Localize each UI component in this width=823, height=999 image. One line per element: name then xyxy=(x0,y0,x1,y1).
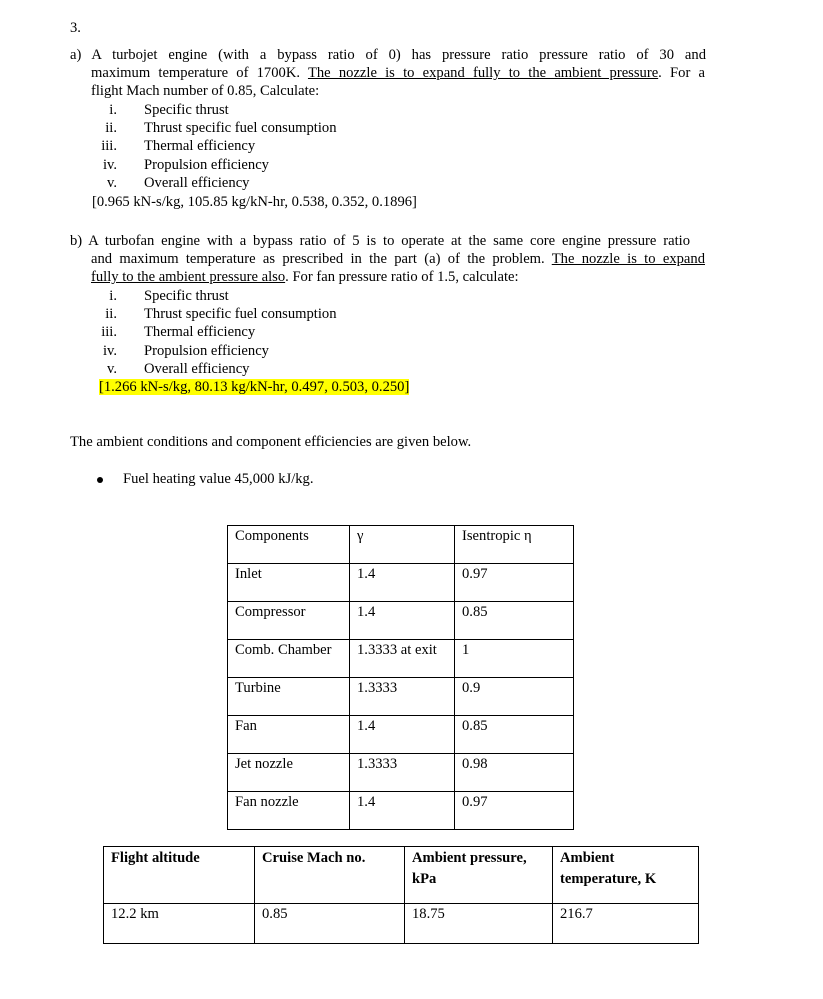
table-cell: 0.97 xyxy=(455,564,574,602)
table-cell: 18.75 xyxy=(405,904,553,944)
table-row xyxy=(228,716,574,754)
highlighted-answer: [1.266 kN-s/kg, 80.13 kg/kN-hr, 0.497, 0.503, 0.250] xyxy=(99,379,410,395)
table-header-cell: Isentropic η xyxy=(455,526,574,564)
list-number: iii. xyxy=(101,138,117,154)
part-a-line3: flight Mach number of 0.85, Calculate: xyxy=(91,83,320,99)
table-cell: Fan xyxy=(228,716,350,754)
table-cell: 216.7 xyxy=(553,904,699,944)
list-item: Thrust specific fuel consumption xyxy=(144,120,337,136)
part-b-line2 xyxy=(91,250,705,268)
list-number: i. xyxy=(109,288,117,304)
bullet-icon xyxy=(97,477,103,483)
part-b-line1: b) A turbofan engine with a bypass ratio of 5 is to operate at the same core engine pressure ratio xyxy=(70,233,690,249)
flight-conditions-table xyxy=(103,846,699,944)
table-row xyxy=(228,792,574,830)
table-row xyxy=(228,564,574,602)
table-row xyxy=(228,678,574,716)
table-header-cell: Cruise Mach no. xyxy=(255,847,405,904)
table-cell: 1.4 xyxy=(350,792,455,830)
table-cell: 1.4 xyxy=(350,716,455,754)
table-header-cell: γ xyxy=(350,526,455,564)
list-item: Specific thrust xyxy=(144,102,229,118)
table-cell: 1.3333 xyxy=(350,678,455,716)
list-item: Thermal efficiency xyxy=(144,138,256,154)
list-item: Propulsion efficiency xyxy=(144,343,269,359)
table-cell: 1.4 xyxy=(350,602,455,640)
list-item: Specific thrust xyxy=(144,288,229,304)
table-cell: 0.97 xyxy=(455,792,574,830)
list-number: i. xyxy=(109,102,117,118)
ambient-intro: The ambient conditions and component efficiencies are given below. xyxy=(70,434,472,450)
table-cell: 0.9 xyxy=(455,678,574,716)
part-a-line2-pre: maximum temperature of 1700K. xyxy=(91,65,308,81)
list-number: v. xyxy=(107,175,117,191)
list-number: ii. xyxy=(105,120,117,136)
table-cell: Jet nozzle xyxy=(228,754,350,792)
list-number: iv. xyxy=(102,157,117,173)
table-header-cell: Flight altitude xyxy=(104,847,255,904)
list-item: Propulsion efficiency xyxy=(144,157,269,173)
table-cell: Fan nozzle xyxy=(228,792,350,830)
table-row xyxy=(104,904,699,944)
table-cell: Turbine xyxy=(228,678,350,716)
table-cell: Inlet xyxy=(228,564,350,602)
list-item: Thrust specific fuel consumption xyxy=(144,306,337,322)
table-cell: 0.85 xyxy=(455,716,574,754)
list-number: iv. xyxy=(102,343,117,359)
table-cell: 1.4 xyxy=(350,564,455,602)
components-table xyxy=(227,525,574,830)
table-cell: 0.98 xyxy=(455,754,574,792)
table-header-cell: Components xyxy=(228,526,350,564)
table-cell: 12.2 km xyxy=(104,904,255,944)
part-b-nozzle-note: The nozzle is to expand xyxy=(551,251,705,267)
table-cell: 1.3333 at exit xyxy=(350,640,455,678)
part-a-line2 xyxy=(91,64,705,82)
list-item: Thermal efficiency xyxy=(144,324,256,340)
table-row xyxy=(228,640,574,678)
table-header-row xyxy=(104,847,699,904)
table-header-row xyxy=(228,526,574,564)
list-number: v. xyxy=(107,361,117,377)
part-b-answer xyxy=(99,378,409,396)
part-b-line2-pre: and maximum temperature as prescribed in the part (a) of the problem. xyxy=(91,251,552,267)
problem-number: 3. xyxy=(70,20,81,36)
list-item: Overall efficiency xyxy=(144,175,250,191)
part-a-nozzle-note: The nozzle is to expand fully to the ambient pressure xyxy=(307,65,659,81)
table-cell: 0.85 xyxy=(455,602,574,640)
part-b-line3 xyxy=(91,268,519,286)
part-b-line3-post: . For fan pressure ratio of 1.5, calculate: xyxy=(285,269,519,285)
part-b-nozzle-note-cont: fully to the ambient pressure also xyxy=(91,269,286,285)
table-header-cell: Ambient temperature, K xyxy=(553,847,699,904)
list-item: Overall efficiency xyxy=(144,361,250,377)
table-row xyxy=(228,602,574,640)
part-a-line2-post: . For a xyxy=(658,65,705,81)
list-number: iii. xyxy=(101,324,117,340)
table-cell: 1.3333 xyxy=(350,754,455,792)
table-header-cell: Ambient pressure, kPa xyxy=(405,847,553,904)
fuel-heating-value: Fuel heating value 45,000 kJ/kg. xyxy=(123,471,314,487)
table-row xyxy=(228,754,574,792)
table-cell: 1 xyxy=(455,640,574,678)
part-a-answer: [0.965 kN-s/kg, 105.85 kg/kN-hr, 0.538, 0.352, 0.1896] xyxy=(92,194,417,210)
table-cell: 0.85 xyxy=(255,904,405,944)
table-cell: Comb. Chamber xyxy=(228,640,350,678)
part-a-line1: a) A turbojet engine (with a bypass ratio of 0) has pressure ratio pressure ratio of 30 and xyxy=(70,47,706,63)
list-number: ii. xyxy=(105,306,117,322)
table-cell: Compressor xyxy=(228,602,350,640)
